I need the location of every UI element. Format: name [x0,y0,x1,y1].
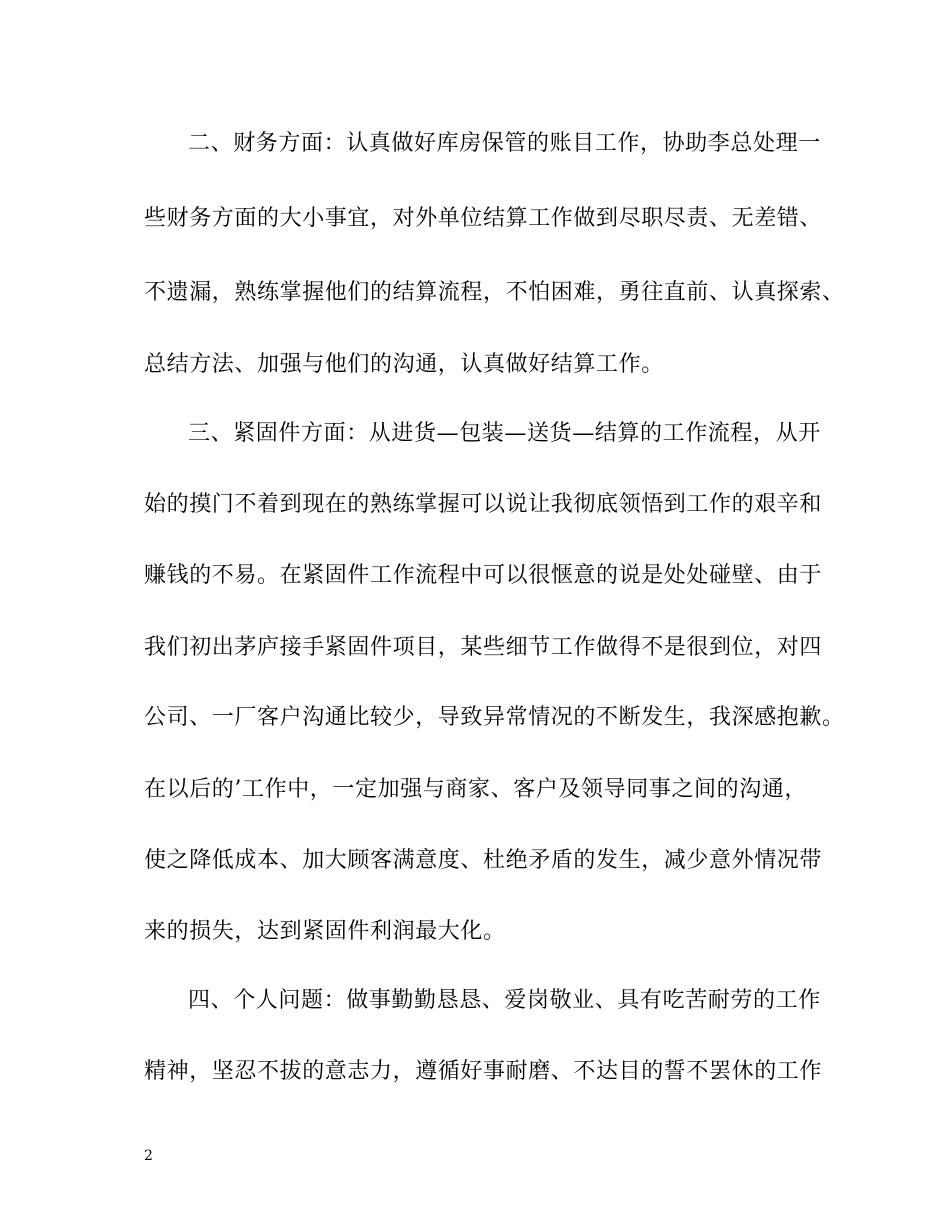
paragraph-1-line-2: 些财务方面的大小事宜，对外单位结算工作做到尽职尽责、无差错、 [144,206,823,231]
paragraph-2-line-2: 始的摸门不着到现在的熟练掌握可以说让我彻底领悟到工作的艰辛和 [144,492,823,517]
paragraph-2-line-8: 来的损失，达到紧固件利润最大化。 [144,919,506,944]
paragraph-3-line-1: 四、个人问题：做事勤勤恳恳、爱岗敬业、具有吃苦耐劳的工作 [188,988,821,1013]
paragraph-2-line-5: 公司、一厂客户沟通比较少，导致异常情况的不断发生，我深感抱歉。 [144,705,845,730]
paragraph-2-line-1: 三、紧固件方面：从进货—包装—送货—结算的工作流程，从开 [188,421,821,446]
paragraph-2-line-4: 我们初出茅庐接手紧固件项目，某些细节工作做得不是很到位，对四 [144,635,823,660]
paragraph-1-line-4: 总结方法、加强与他们的沟通，认真做好结算工作。 [144,352,664,377]
page-number: 2 [144,1148,153,1164]
paragraph-2-line-7: 使之降低成本、加大顾客满意度、杜绝矛盾的发生，减少意外情况带 [144,848,823,873]
paragraph-2-line-6: 在以后的’工作中，一定加强与商家、客户及领导同事之间的沟通， [144,777,807,802]
paragraph-1-line-1: 二、财务方面：认真做好库房保管的账目工作，协助李总处理一 [188,131,821,156]
paragraph-3-line-2: 精神，坚忍不拔的意志力，遵循好事耐磨、不达目的誓不罢休的工作 [144,1059,823,1084]
paragraph-2-line-3: 赚钱的不易。在紧固件工作流程中可以很惬意的说是处处碰壁、由于 [144,563,823,588]
paragraph-1-line-3: 不遗漏，熟练掌握他们的结算流程，不怕困难，勇往直前、认真探索、 [144,280,845,305]
